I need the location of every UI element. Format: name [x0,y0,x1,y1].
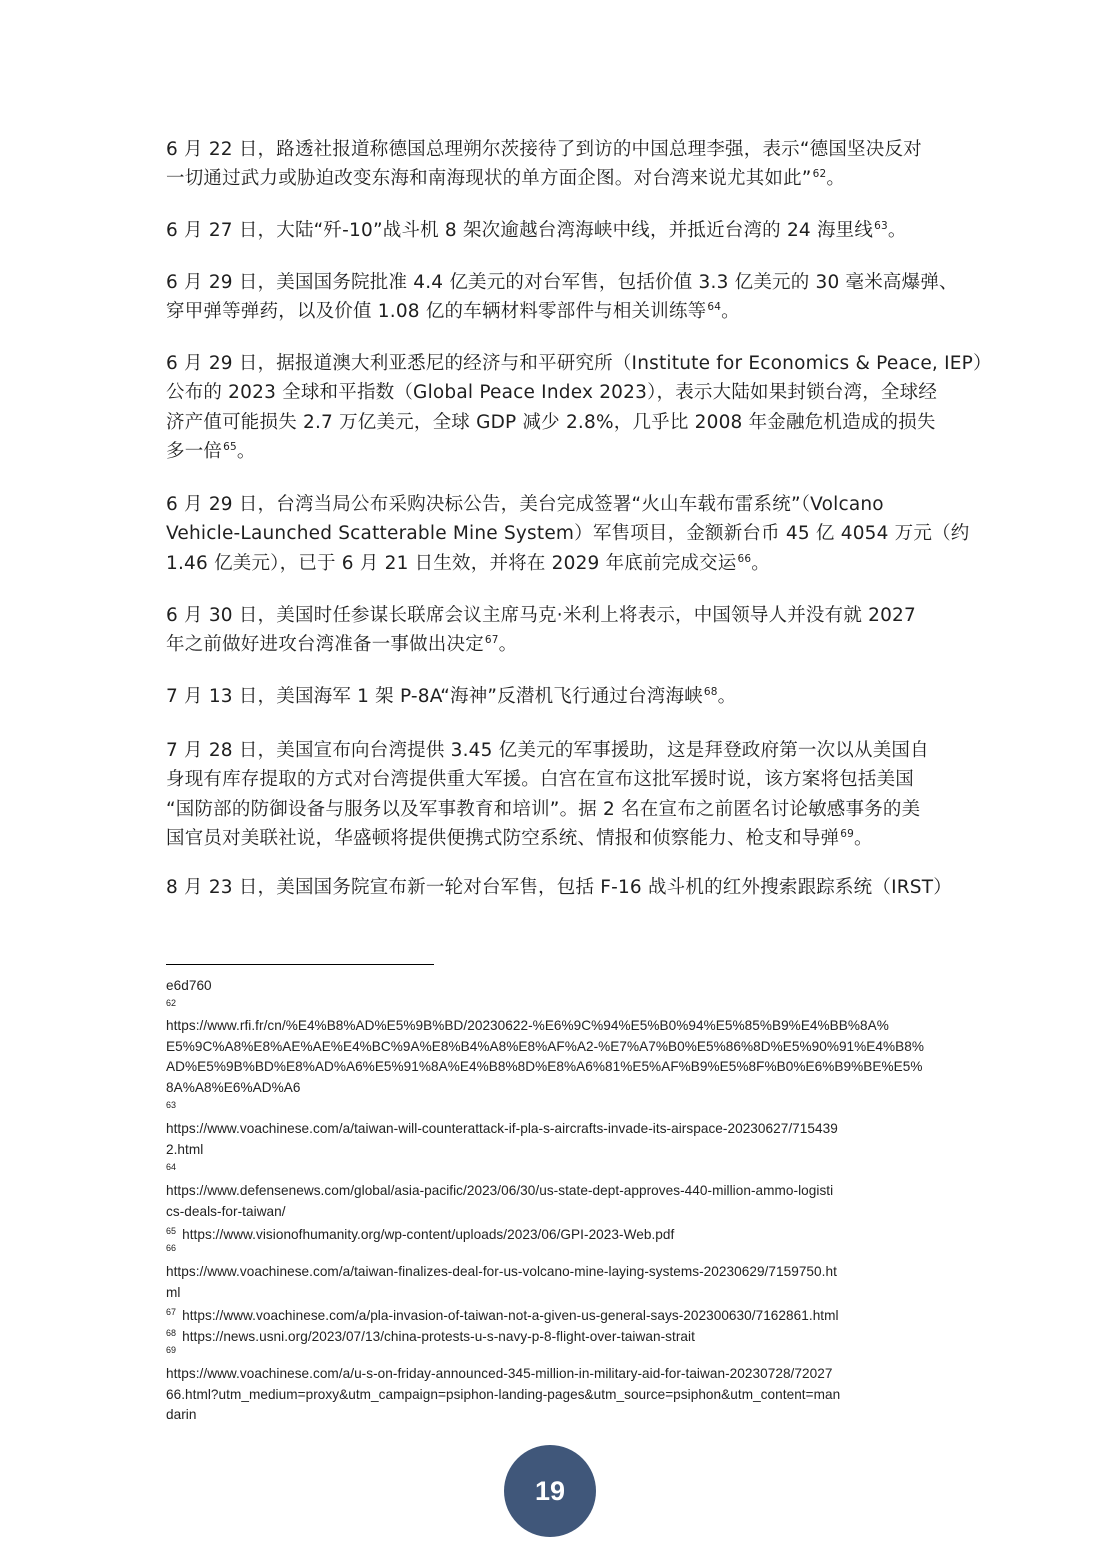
footnote-reference[interactable]: 65 [223,440,237,453]
paragraph-tail: 。 [236,440,256,462]
paragraph [166,601,938,660]
paragraph [166,216,938,245]
footnote-url-text[interactable]: https://www.rfi.fr/cn/%E4%B8%AD%E5%9B%BD/20230622-%E6%9C%94%E5%B0%94%E5%85%B9%E4%BB%8A% [166,1018,889,1033]
paragraph-line: 7 月 13 日，美国海军 1 架 P-8A“海神”反潜机飞行通过台湾海峡$^{68}$。 [166,686,737,707]
footnote-reference[interactable]: 67 [484,634,499,647]
footnote-url[interactable] [166,1262,837,1283]
page-number-badge [504,1445,596,1537]
footnote-number: 66 [166,1243,177,1253]
footnote-reference[interactable]: 68 [703,686,718,698]
footnote-url[interactable] [166,1181,833,1202]
paragraph-line: 6 月 22 日，路透社报道称德国总理朔尔茨接待了到访的中国总理李强，表示“德国坚决反对 [166,139,922,160]
paragraph [166,349,992,466]
footnote-url-text[interactable]: cs-deals-for-taiwan/ [166,1203,286,1219]
paragraph [166,736,938,853]
footnote-url-text[interactable]: https://www.voachinese.com/a/pla-invasion-of-taiwan-not-a-given-us-general-says-202300630/7162861.html [182,1308,839,1323]
footnote-url-text[interactable]: https://www.voachinese.com/a/taiwan-will-counterattack-if-pla-s-aircrafts-invade-its-airspace-20230627/715439 [166,1121,838,1136]
footnote-url[interactable] [166,1385,840,1406]
footnote-url-text[interactable]: AD%E5%9B%BD%E8%AD%A6%E5%91%8A%E4%B8%8D%E8%A6%81%E5%AF%B9%E5%8F%B0%E6%B9%BE%E5% [166,1059,923,1075]
footnote-number: 63 [166,1100,177,1110]
footnote-reference[interactable]: 69 [840,827,854,840]
footnote-url-text[interactable]: E5%9C%A8%E8%AE%AE%E4%BC%9A%E8%B4%A8%E8%AF%A2-%E7%A7%B0%E5%86%8D%E5%90%91%E4%B8% [166,1038,925,1054]
footnote-url-text[interactable]: darin [166,1407,197,1423]
paragraph-line: 7 月 28 日，美国宣布向台湾提供 3.45 亿美元的军事援助，这是拜登政府第一次以从美国自 [166,740,929,761]
footnote-number: 65 [166,1226,177,1236]
paragraph [166,490,970,578]
paragraph-line: 1.46 亿美元），已于 6 月 21 日生效，并将在 2029 年底前完成交运$^{66}$。 [166,552,770,574]
footnote-number: 62 [166,998,177,1008]
footnote-separator [166,964,434,965]
paragraph [166,682,938,711]
footnote-url[interactable] [166,1119,838,1140]
footnote-url[interactable] [166,1057,922,1078]
footnote-url[interactable] [166,1140,203,1161]
footnote-url-text[interactable]: https://www.voachinese.com/a/u-s-on-friday-announced-345-million-in-military-aid-for-taiwan-20230728/72027 [166,1366,833,1381]
footnote-url-text[interactable]: https://www.voachinese.com/a/taiwan-finalizes-deal-for-us-volcano-mine-laying-systems-20230629/7159750.ht [166,1264,837,1279]
paragraph [166,135,938,194]
paragraph-tail: 。 [721,301,740,323]
footnote-url[interactable] [166,1283,180,1304]
paragraph-line: “国防部的防御设备与服务以及军事教育和培训”。据 2 名在宣布之前匿名讨论敏感事务的美 [166,798,921,820]
footnote-number: 67 [166,1307,177,1317]
footnote-url-text[interactable]: https://news.usni.org/2023/07/13/china-protests-u-s-navy-p-8-flight-over-taiwan-strait [182,1329,695,1344]
footnote-url-text[interactable]: 8A%A8%E6%AD%A6 [166,1079,301,1095]
footnote-url-text[interactable]: 2.html [166,1141,204,1157]
paragraph-line: 济产值可能损失 2.7 万亿美元，全球 GDP 减少 2.8%，几乎比 2008 年金融危机造成的损失 [166,411,936,433]
paragraph [166,268,958,327]
paragraph-tail: 。 [751,552,770,574]
footnote-url[interactable] [166,1037,924,1058]
footnote-reference[interactable]: 64 [707,301,722,314]
footnote-url[interactable] [166,1323,695,1348]
paragraph-line: 6 月 29 日，据报道澳大利亚悉尼的经济与和平研究所（Institute for Economics & Peace, IEP） [166,353,992,374]
paragraph-tail: 。 [826,168,846,190]
footnote-number: 69 [166,1345,177,1355]
paragraph-tail: 。 [887,220,907,241]
footnote-url[interactable] [166,1016,889,1037]
paragraph-line: 6 月 30 日，美国时任参谋长联席会议主席马克·米利上将表示，中国领导人并没有就 2027 [166,605,916,626]
paragraph [166,873,952,902]
paragraph-line: 6 月 27 日，大陆“歼-10”战斗机 8 架次逾越台湾海峡中线，并抵近台湾的 24 海里线$^{63}$。 [166,220,907,241]
paragraph-line: 公布的 2023 全球和平指数（Global Peace Index 2023），表示大陆如果封锁台湾，全球经 [166,382,938,404]
paragraph-tail: 。 [498,634,518,656]
paragraph-line: 8 月 23 日，美国国务院宣布新一轮对台军售，包括 F-16 战斗机的红外搜索跟踪系统（IRST） [166,877,952,898]
paragraph-line: 6 月 29 日，美国国务院批准 4.4 亿美元的对台军售，包括价值 3.3 亿美元的 30 毫米高爆弹、 [166,272,958,293]
footnote-url[interactable] [166,1364,832,1385]
footnote-url[interactable] [166,1202,286,1223]
footnote-number: 68 [166,1328,177,1338]
paragraph-line: 多一倍$^{65}$。 [166,440,256,462]
paragraph-line: Vehicle-Launched Scatterable Mine System）军售项目，金额新台币 45 亿 4054 万元（约 [166,523,970,545]
paragraph-line: 年之前做好进攻台湾准备一事做出决定$^{67}$。 [166,634,518,656]
footnote-url[interactable] [166,1405,196,1426]
footnote-number: 64 [166,1162,177,1172]
footnote-url-text[interactable]: 66.html?utm_medium=proxy&utm_campaign=psiphon-landing-pages&utm_source=psiphon&utm_content=man [166,1386,841,1402]
footnote-url-text[interactable]: ml [166,1284,181,1300]
footnote-reference[interactable]: 63 [874,220,888,232]
footnote-url-text[interactable]: https://www.visionofhumanity.org/wp-content/uploads/2023/06/GPI-2023-Web.pdf [182,1227,675,1242]
footnote-reference[interactable]: 66 [737,552,752,565]
footnote-reference[interactable]: 62 [812,168,827,181]
paragraph-tail: 。 [853,827,873,849]
paragraph-tail: 。 [717,686,737,707]
paragraph-line: 身现有库存提取的方式对台湾提供重大军援。白宫在宣布这批军援时说，该方案将包括美国 [166,769,915,791]
paragraph-line: 6 月 29 日，台湾当局公布采购决标公告，美台完成签署“火山车载布雷系统”（Volcano [166,494,884,515]
page-number: 19 [534,1475,566,1506]
paragraph-line: 一切通过武力或胁迫改变东海和南海现状的单方面企图。对台湾来说尤其如此”$^{62}$。 [166,168,846,190]
footnote-carryover: e6d760 [166,978,212,993]
paragraph-line: 国官员对美联社说，华盛顿将提供便携式防空系统、情报和侦察能力、枪支和导弹$^{69}$。 [166,827,873,849]
footnote-url-text[interactable]: https://www.defensenews.com/global/asia-pacific/2023/06/30/us-state-dept-approves-440-million-ammo-logisti [166,1183,834,1198]
footnote-url[interactable] [166,1078,300,1099]
paragraph-line: 穿甲弹等弹药，以及价值 1.08 亿的车辆材料零部件与相关训练等$^{64}$。 [166,301,740,323]
footnote-url[interactable] [166,1221,674,1246]
